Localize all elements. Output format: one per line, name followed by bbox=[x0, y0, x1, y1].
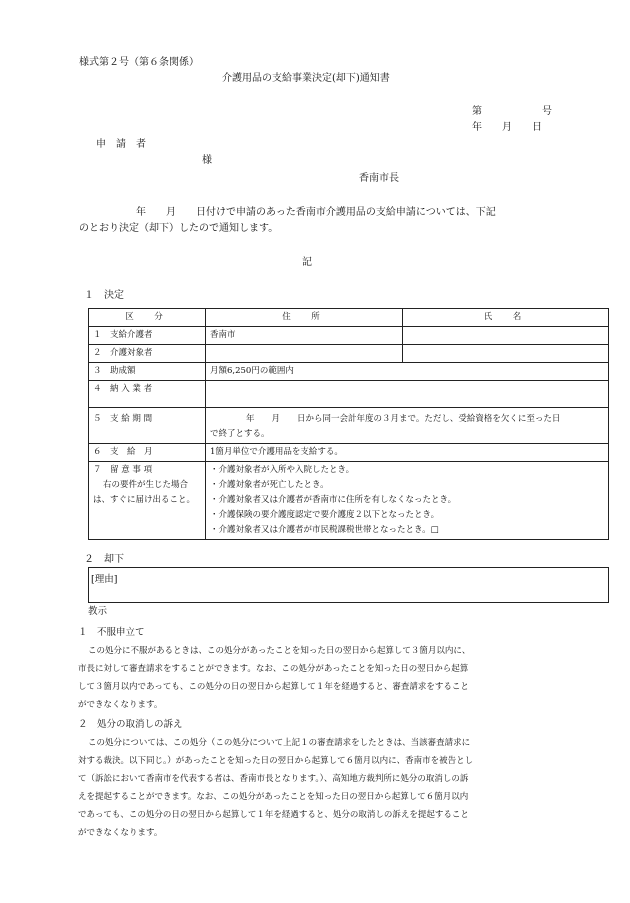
paragraph-line: 対する裁決。以下同じ。）があったことを知った日の翌日から起算して６箇月以内に、香南市を被告とし bbox=[78, 756, 474, 766]
table-row bbox=[89, 462, 609, 540]
row-label-subsidy: ３ 助成額 bbox=[89, 363, 206, 381]
paragraph-line: であっても、この処分の日の翌日から起算して１年を経過すると、処分の取消しの訴えを提起すること bbox=[78, 810, 469, 820]
notes-sub-2: は、すぐに届け出ること。 bbox=[93, 495, 196, 505]
column-header-address: 住 所 bbox=[206, 309, 403, 327]
reason-label: [理由] bbox=[91, 574, 118, 585]
period-line-1: 年 月 日から同一会計年度の３月まで。ただし、受給資格を欠くに至った日 bbox=[246, 414, 561, 424]
table-row bbox=[89, 381, 609, 408]
notice-item-2-title: ２ 処分の取消しの訴え bbox=[78, 719, 183, 730]
list-item: ・介護対象者が死亡したとき。 bbox=[210, 480, 329, 490]
row-label-period: ５ 支 給 期 間 bbox=[89, 408, 206, 444]
list-item: ・介護保険の要介護度認定で要介護度２以下となったとき。 bbox=[210, 510, 440, 520]
table-row bbox=[89, 327, 609, 345]
list-item: ・介護対象者又は介護者が香南市に住所を有しなくなったとき。 bbox=[210, 495, 457, 505]
notes-label: ７ 留 意 事 項 bbox=[93, 465, 153, 475]
notice-item-1-body bbox=[78, 642, 568, 714]
table-header-row bbox=[89, 309, 609, 327]
paragraph-line: ができなくなります。 bbox=[78, 828, 163, 838]
month-value: 1箇月単位で介護用品を支給する。 bbox=[206, 444, 609, 462]
column-header-category: 区 分 bbox=[89, 309, 206, 327]
honorific: 様 bbox=[202, 155, 212, 166]
applicant-label: 申 請 者 bbox=[96, 139, 146, 150]
subsidy-amount: 月額6,250円の範囲内 bbox=[206, 363, 609, 381]
table-row bbox=[89, 363, 609, 381]
paragraph-line: この処分については、この処分（この処分について上記１の審査請求をしたときは、当該審査請求に bbox=[88, 738, 471, 748]
supplier-value bbox=[206, 381, 609, 408]
list-item: ・介護対象者又は介護者が市民税課税世帯となったとき。□ bbox=[210, 525, 439, 535]
notes-items bbox=[206, 462, 609, 540]
row-label-caregiver: １ 支給介護者 bbox=[89, 327, 206, 345]
list-item: ・介護対象者が入所や入院したとき。 bbox=[210, 465, 355, 475]
intro-line-2: のとおり決定（却下）したので通知します。 bbox=[79, 223, 279, 234]
row-label-notes bbox=[89, 462, 206, 540]
row-label-supplier: ４ 納 入 業 者 bbox=[89, 381, 206, 408]
notes-sub-1: 右の要件が生じた場合 bbox=[103, 480, 189, 490]
table-row bbox=[89, 345, 609, 363]
intro-line-1: 年 月 日付けで申請のあった香南市介護用品の支給申請については、下記 bbox=[136, 207, 496, 218]
row-label-care-recipient: ２ 介護対象者 bbox=[89, 345, 206, 363]
table-row bbox=[89, 444, 609, 462]
caregiver-name bbox=[403, 327, 609, 345]
row-label-month: ６ 支 給 月 bbox=[89, 444, 206, 462]
section-rejection-heading: ２ 却下 bbox=[84, 554, 124, 565]
document-title: 介護用品の支給事業決定(却下)通知書 bbox=[222, 73, 390, 84]
paragraph-line: この処分に不服があるときは、この処分があったことを知った日の翌日から起算して３箇月以内に、 bbox=[88, 646, 471, 656]
document-date: 年 月 日 bbox=[472, 122, 542, 133]
paragraph-line: 市長に対して審査請求をすることができます。なお、この処分があったことを知った日の翌日から起算 bbox=[78, 664, 469, 674]
care-recipient-name bbox=[403, 345, 609, 363]
column-header-name: 氏 名 bbox=[403, 309, 609, 327]
issuer: 香南市長 bbox=[359, 173, 399, 184]
notice-heading: 教示 bbox=[88, 606, 108, 617]
care-recipient-address bbox=[206, 345, 403, 363]
paragraph-line: して３箇月以内であっても、この処分の日の翌日から起算して１年を経過すると、審査請求をすること bbox=[78, 682, 469, 692]
notice-item-2-body bbox=[78, 734, 568, 842]
caregiver-address: 香南市 bbox=[206, 327, 403, 345]
period-value bbox=[206, 408, 609, 444]
paragraph-line: ができなくなります。 bbox=[78, 700, 163, 710]
period-line-2: で終了とする。 bbox=[210, 429, 270, 439]
paragraph-line: えを提起することができます。なお、この処分があったことを知った日の翌日から起算して６箇月以内 bbox=[78, 792, 469, 802]
ki-heading: 記 bbox=[302, 257, 312, 268]
document-number: 第 号 bbox=[472, 106, 552, 117]
table-row bbox=[89, 408, 609, 444]
notice-item-1-title: １ 不服申立て bbox=[78, 627, 145, 638]
rejection-reason-box bbox=[88, 567, 609, 603]
form-number: 様式第２号（第６条関係） bbox=[79, 57, 199, 68]
section-decision-heading: １ 決定 bbox=[84, 290, 124, 301]
decision-table bbox=[88, 308, 609, 540]
paragraph-line: て（訴訟において香南市を代表する者は、香南市長となります。）、高知地方裁判所に処分の取消しの訴 bbox=[78, 774, 469, 784]
